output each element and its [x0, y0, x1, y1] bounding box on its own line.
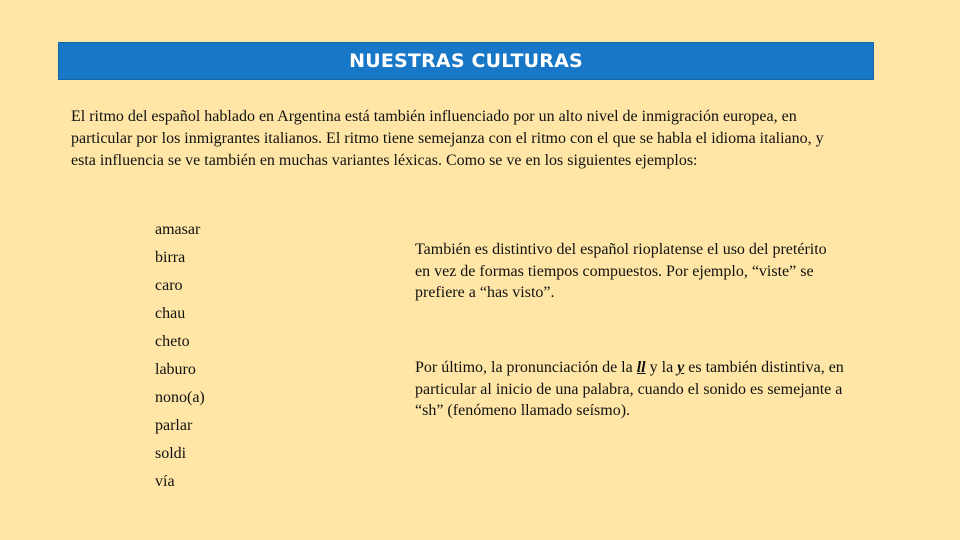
pronunciation-text: Por último, la pronunciación de la: [415, 359, 637, 376]
word-list: [155, 220, 205, 500]
word-item: amasar: [155, 221, 201, 238]
preterite-paragraph: También es distintivo del español rioplatense el uso del pretérito en vez de formas tiempos compuestos. Por ejemplo, “viste” se prefiere a “has visto”.: [415, 241, 827, 301]
intro-paragraph: El ritmo del español hablado en Argentina está también influenciado por un alto nivel de inmigración europea, en particular por los inmigrantes italianos. El ritmo tiene semejanza con el ritmo con el que se habla el idioma italiano, y esta influencia se ve también en muchas variantes léxicas. Como se ve en los siguientes ejemplos:: [71, 108, 824, 169]
word-item: laburo: [155, 361, 196, 378]
ll-mark: ll: [636, 359, 646, 376]
word-item: caro: [155, 277, 183, 294]
pronunciation-text: es también distintiva, en particular al inicio de una palabra, cuando el sonido es semejante a “sh” (fenómeno llamado seísmo).: [415, 359, 844, 419]
word-item: chau: [155, 305, 186, 322]
word-item: parlar: [155, 417, 193, 434]
y-mark: y: [677, 359, 685, 376]
title-bar: [58, 42, 874, 80]
pronunciation-paragraph: [415, 357, 845, 422]
word-item: soldi: [155, 445, 187, 462]
pronunciation-text: y la: [645, 359, 678, 376]
word-item: vía: [155, 473, 175, 490]
word-item: birra: [155, 249, 186, 266]
word-item: cheto: [155, 333, 190, 350]
word-item: nono(a): [155, 389, 205, 406]
slide-title: NUESTRAS CULTURAS: [349, 50, 583, 72]
